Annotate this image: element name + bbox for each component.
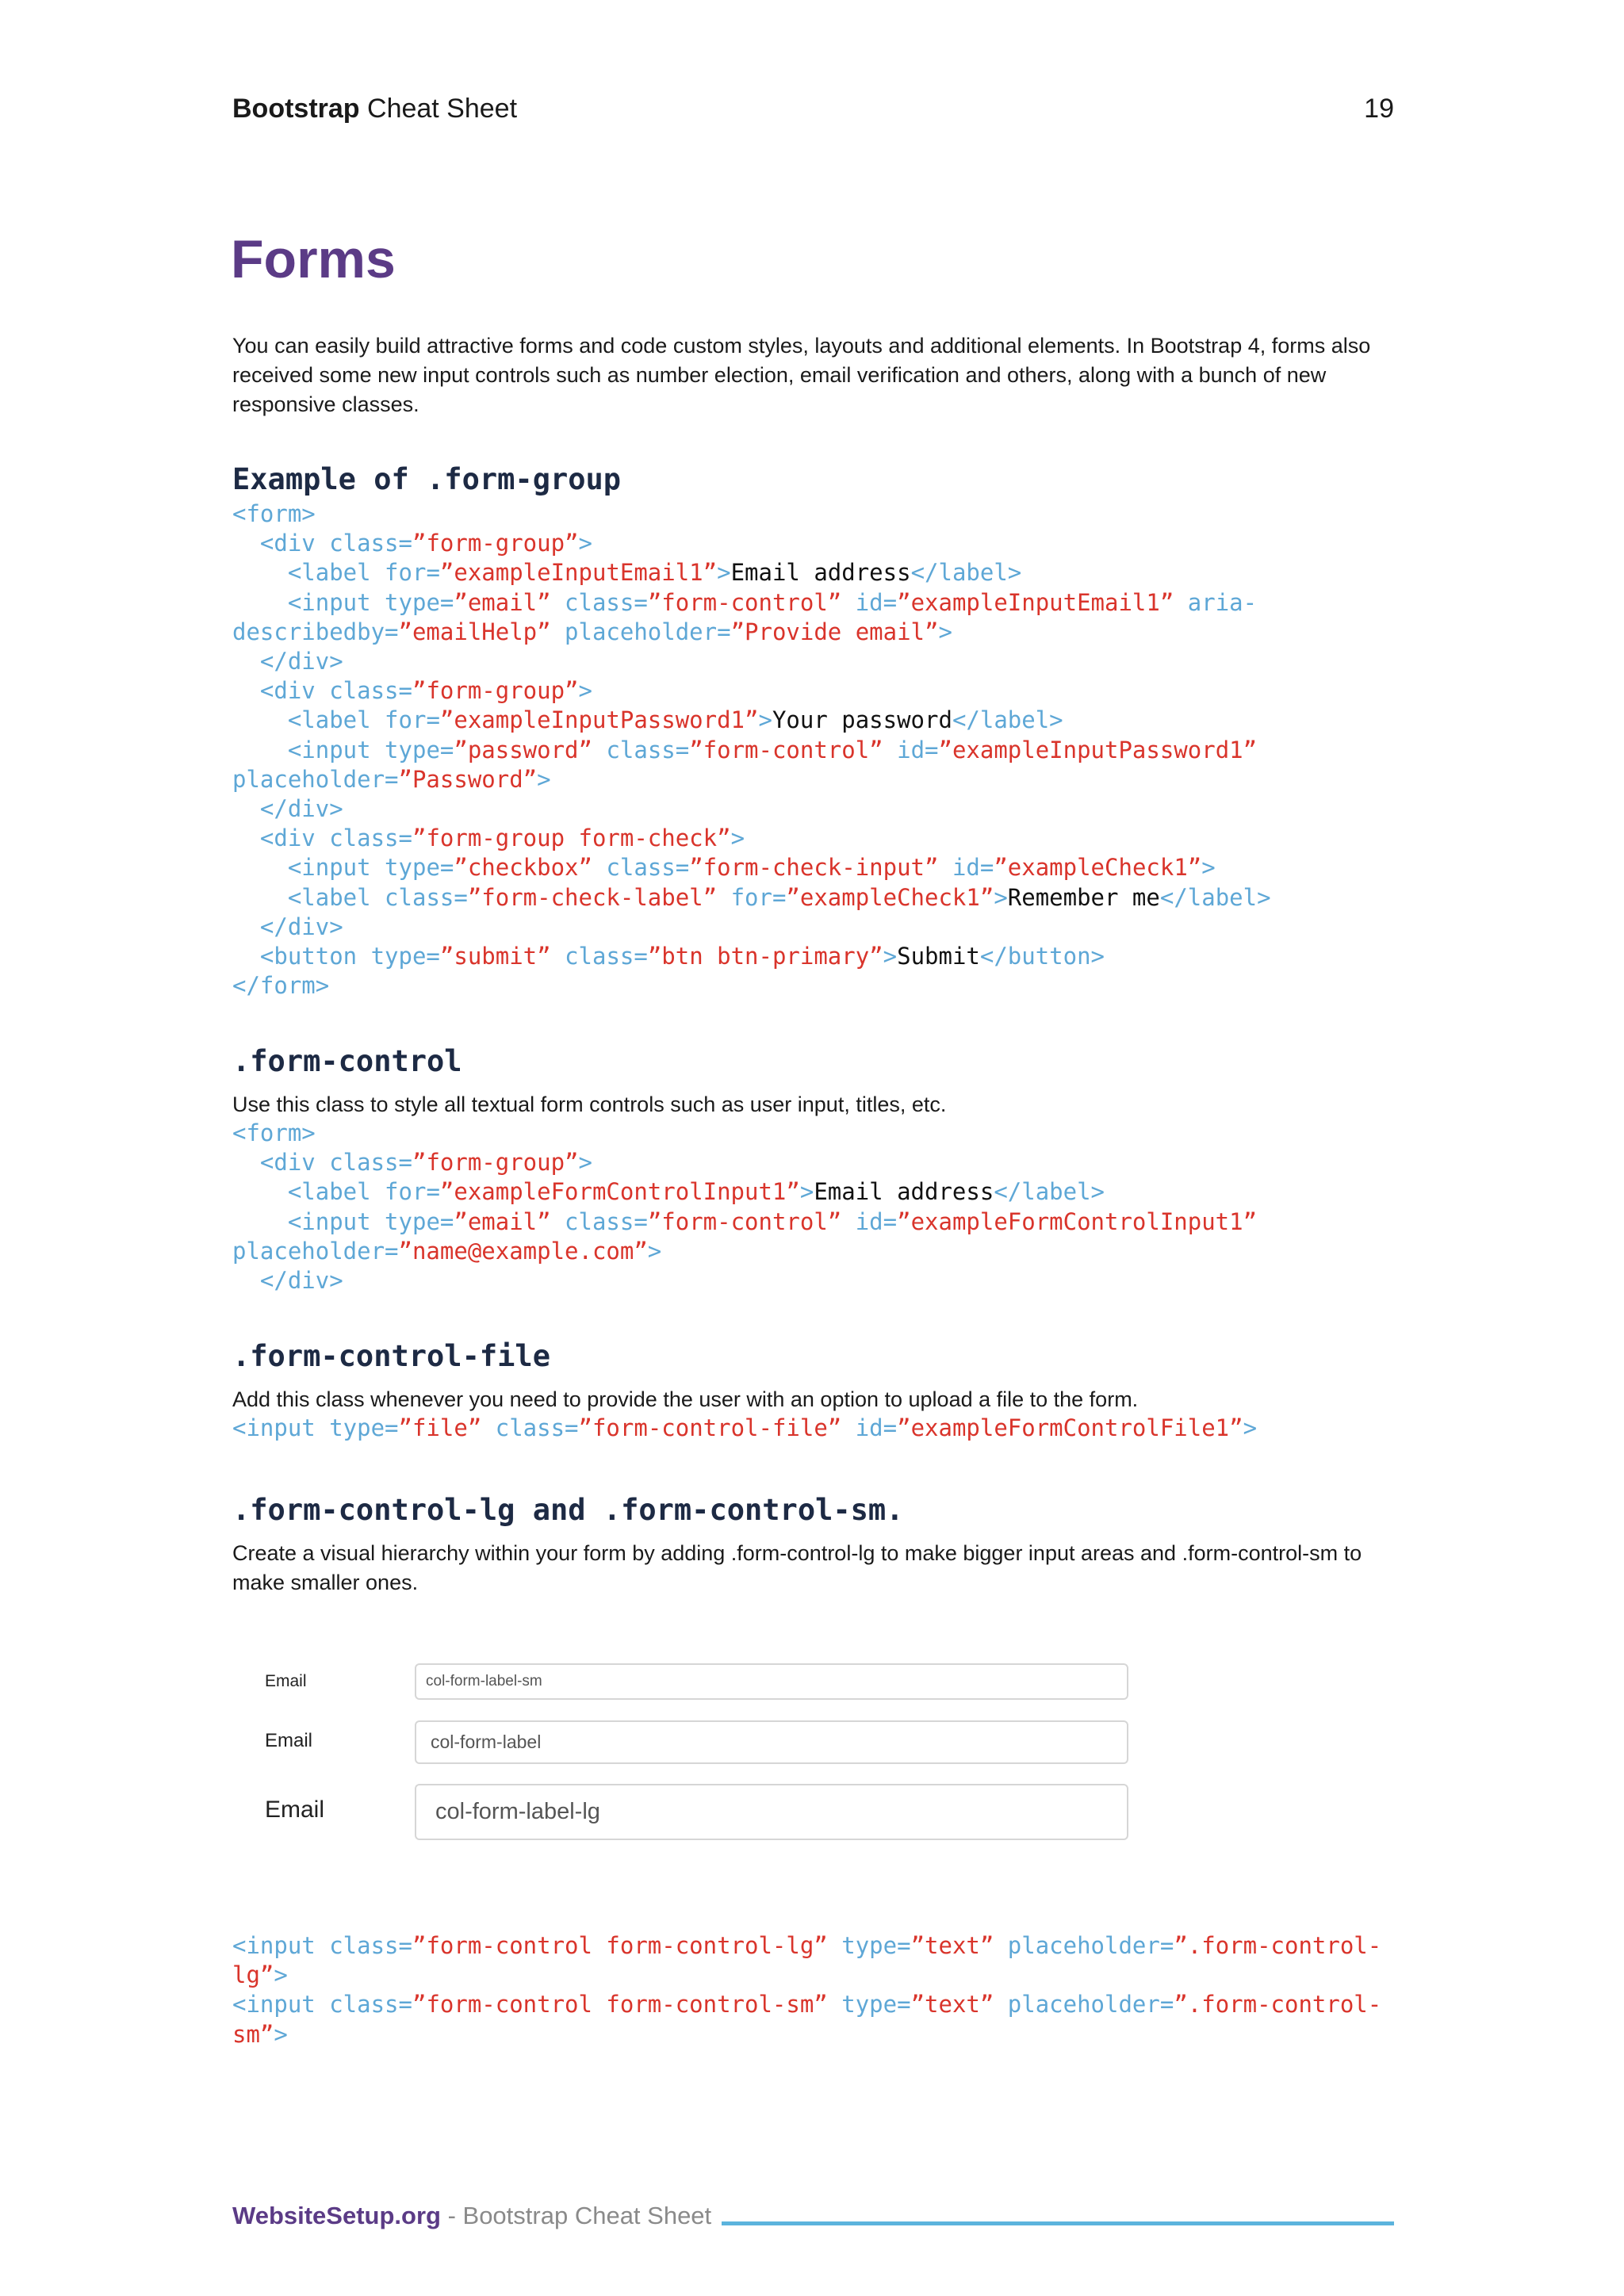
form-size-demo-image <box>232 1640 1398 1862</box>
form-control-description: Use this class to style all textual form controls such as user input, titles, etc. <box>232 1093 947 1116</box>
form-control-file-code-block: <input type=”file” class=”form-control-file” id=”exampleFormControlFile1”> <box>232 1414 1258 1441</box>
demo-input-sm[interactable]: col-form-label-sm <box>415 1663 1128 1700</box>
form-control-code-block: <form> <div class=”form-group”> <label for=”exampleFormControlInput1”>Email address</label> <input type=”email” class=”form-control” id=”exampleFormControlInput1” placeholder=”name@example.com”> </div> <box>232 1119 1258 1295</box>
header-brand-rest: Cheat Sheet <box>359 94 518 124</box>
intro-paragraph: You can easily build attractive forms and code custom styles, layouts and additional elements. In Bootstrap 4, forms also received some new input controls such as number election, email verification and others, along with a bunch of new responsive classes. <box>232 334 1371 416</box>
form-group-code-block: <form> <div class=”form-group”> <label for=”exampleInputEmail1”>Email address</label> <input type=”email” class=”form-control” id=”exampleInputEmail1” aria- describedby=”emailHelp” placeholder=”Provide email”> </div> <div class=”form-group”> <label for=”exampleInputPassword1”>Your password</label> <input type=”password” class=”form-control” id=”exampleInputPassword1” placeholder=”Password”> </div> <div class=”form-group form-check”> <input type=”checkbox” class=”form-check-input” id=”exampleCheck1”> <label class=”form-check-label” for=”exampleCheck1”>Remember me</label> </div> <button type=”submit” class=”btn btn-primary”>Submit</button> </form> <box>232 500 1271 1000</box>
demo-input-default[interactable]: col-form-label <box>415 1720 1128 1764</box>
footer-divider <box>722 2221 1394 2225</box>
page-number: 19 <box>1364 94 1394 124</box>
demo-input-lg[interactable]: col-form-label-lg <box>415 1784 1128 1840</box>
demo-email-label-sm: Email <box>265 1672 307 1690</box>
footer-brand-rest: - Bootstrap Cheat Sheet <box>440 2202 712 2229</box>
form-control-file-description: Add this class whenever you need to provide the user with an option to upload a file to the form. <box>232 1387 1139 1411</box>
form-control-file-heading: .form-control-file <box>232 1339 550 1373</box>
footer-brand-name: WebsiteSetup.org <box>232 2202 441 2229</box>
demo-email-label: Email <box>265 1730 313 1751</box>
page-title: Forms <box>231 229 396 289</box>
form-control-sizes-code-block: <input class=”form-control form-control-lg” type=”text” placeholder=”.form-control- lg”> <input class=”form-control form-control-sm” type=”text” placeholder=”.form-control- sm”> <box>232 1932 1382 2048</box>
form-control-sizes-heading: .form-control-lg and .form-control-sm. <box>232 1493 904 1527</box>
form-group-heading: Example of .form-group <box>232 462 622 496</box>
header-brand <box>232 94 517 124</box>
form-control-heading: .form-control <box>232 1044 462 1078</box>
form-control-sizes-description: Create a visual hierarchy within your form by adding .form-control-lg to make bigger input areas and .form-control-sm to make smaller ones. <box>232 1541 1362 1594</box>
demo-email-label-lg: Email <box>265 1797 325 1823</box>
header-brand-bold: Bootstrap <box>232 94 360 124</box>
footer-brand <box>232 2202 711 2230</box>
